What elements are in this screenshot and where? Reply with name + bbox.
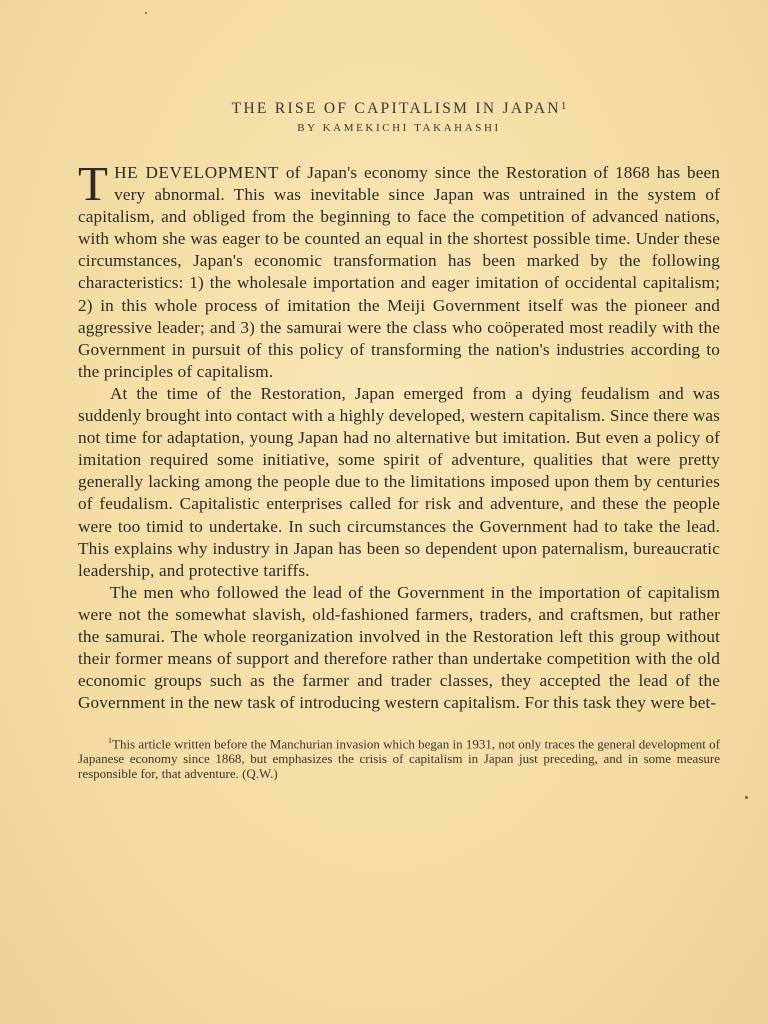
- paragraph-3: The men who followed the lead of the Government in the importation of capitalism were not the somewhat slavish, old-fashioned farmers, traders, and craftsmen, but rather the samurai. The whole reorganization involved in the Restoration left this group without their former means of support and therefore rather than undertake competition with the old economic groups such as the farmer and trader classes, they accepted the lead of the Government in the new task of introducing western capitalism. For this task they were bet-: [78, 582, 720, 713]
- article-title: [78, 96, 720, 119]
- opening-smallcaps: HE DEVELOPMENT: [114, 163, 280, 182]
- paragraph-2: At the time of the Restoration, Japan emerged from a dying feudalism and was suddenly brought into contact with a highly developed, western capitalism. Since there was not time for adaptation, young Japan had no alternative but imitation. But even a policy of imitation required some initiative, some spirit of adventure, qualities that were pretty generally lacking among the people due to the limitations imposed upon them by centuries of feudalism. Capitalistic enterprises called for risk and adventure, and these the people were too timid to undertake. In such circumstances the Government had to take the lead. This explains why industry in Japan has been so dependent upon paternalism, bureaucratic leadership, and protective tariffs.: [78, 383, 720, 580]
- paragraph-1: [78, 156, 720, 383]
- footnote-mark: 1: [108, 736, 112, 746]
- article-page: [78, 96, 720, 781]
- footnote: [78, 734, 720, 781]
- article-byline: BY KAMEKICHI TAKAHASHI: [297, 122, 501, 134]
- article-body: [78, 156, 720, 714]
- drop-cap: T: [78, 156, 109, 211]
- paragraph-1-text: of Japan's economy since the Restoration of 1868 has been very abnormal. This was inevitable since Japan was untrained in the system of capitalism, and obliged from the beginning to face the competition of advanced nations, with whom she was eager to be counted an equal in the shortest possible time. Under these circumstances, Japan's economic transformation has been marked by the following characteristics: 1) the wholesale importation and eager imitation of occidental capitalism; 2) in this whole process of imitation the Meiji Government itself was the pioneer and aggressive leader; and 3) the samurai were the class who coöperated most readily with the Government in pursuit of this policy of transforming the nation's industries according to the principles of capitalism.: [78, 163, 720, 381]
- footnote-text: This article written before the Manchurian invasion which began in 1931, not only traces the general development of Japanese economy since 1868, but emphasizes the crisis of capitalism in Japan just preceding, and in some measure responsible for, that adventure. (Q.W.): [78, 736, 720, 781]
- article-title-text: THE RISE OF CAPITALISM IN JAPAN: [231, 100, 561, 117]
- title-footnote-mark: 1: [560, 100, 567, 112]
- paper-speck: [145, 12, 147, 14]
- paper-speck: [745, 796, 748, 799]
